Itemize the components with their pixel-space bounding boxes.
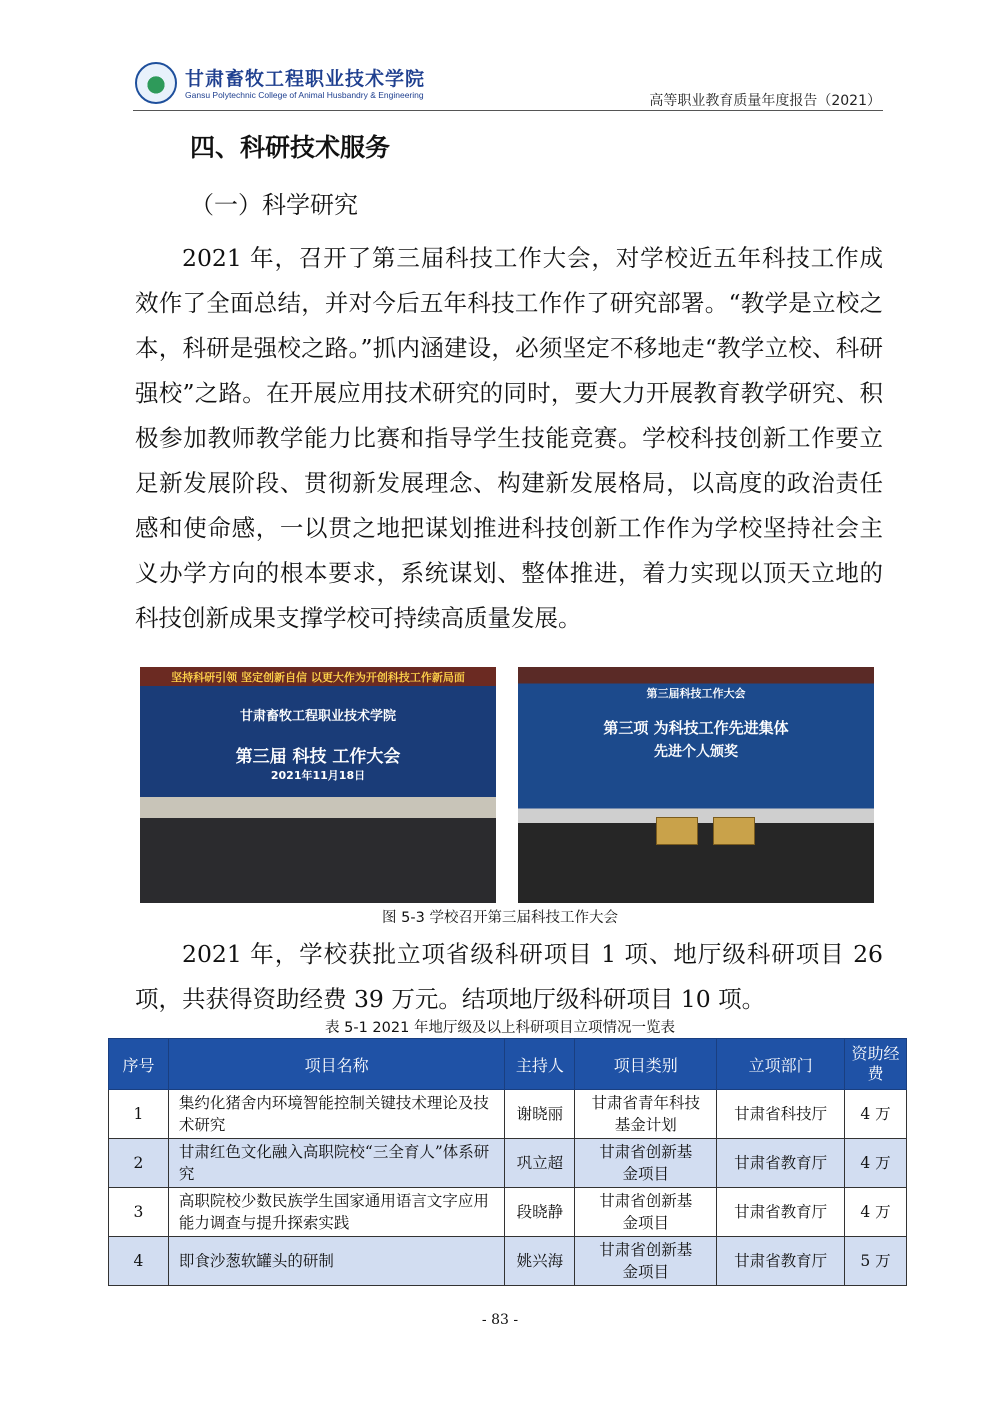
photo2-screen-header: 第三届科技工作大会	[646, 687, 746, 700]
cell-funding: 5 万	[845, 1237, 907, 1286]
paragraph-1: 2021 年，召开了第三届科技工作大会，对学校近五年科技工作成效作了全面总结，并对今后五年科技工作作了研究部署。“教学是立校之本，科研是强校之路。”抓内涵建设，必须坚定不移地走“教学立校、科研强校”之路。在开展应用技术研究的同时，要大力开展教育教学研究、积极参加教师教学能力比赛和指导学生技能竞赛。学校科技创新工作要立足新发展阶段、贯彻新发展理念、构建新发展格局，以高度的政治责任感和使命感，一以贯之地把谋划推进科技创新工作作为学校坚持社会主义办学方向的根本要求，系统谋划、整体推进，着力实现以顶天立地的科技创新成果支撑学校可持续高质量发展。	[135, 244, 883, 632]
cell-project-name: 集约化猪舍内环境智能控制关键技术理论及技术研究	[168, 1090, 505, 1139]
cell-leader: 姚兴海	[505, 1237, 575, 1286]
conference-photo-1	[140, 667, 496, 903]
award-plaque	[713, 817, 755, 845]
page-number: - 83 -	[481, 1312, 519, 1328]
conference-photo-2	[518, 667, 874, 903]
col-header-project-name: 项目名称	[168, 1039, 505, 1090]
cell-funding: 4 万	[845, 1090, 907, 1139]
report-title: 高等职业教育质量年度报告（2021）	[649, 93, 881, 109]
table-row	[109, 1139, 907, 1188]
cell-department: 甘肃省教育厅	[717, 1188, 845, 1237]
cell-department: 甘肃省教育厅	[717, 1139, 845, 1188]
photo1-screen-date: 2021年11月18日	[270, 769, 366, 782]
table-row	[109, 1090, 907, 1139]
cell-category: 甘肃省创新基金项目	[575, 1237, 717, 1286]
photo1-banner: 坚持科研引领 坚定创新自信 以更大作为开创科技工作新局面	[171, 671, 465, 684]
col-header-index: 序号	[109, 1039, 169, 1090]
table-header-row	[109, 1039, 907, 1090]
cell-project-name: 高职院校少数民族学生国家通用语言文字应用能力调查与提升探索实践	[168, 1188, 505, 1237]
cell-category: 甘肃省创新基金项目	[575, 1139, 717, 1188]
cell-category: 甘肃省创新基金项目	[575, 1188, 717, 1237]
college-name-en: Gansu Polytechnic College of Animal Husbandry & Engineering	[185, 90, 424, 100]
college-name-cn: 甘肃畜牧工程职业技术学院	[185, 68, 426, 90]
cell-index: 4	[109, 1237, 169, 1286]
section-title: 四、科研技术服务	[190, 133, 391, 162]
page-header	[133, 60, 883, 110]
cell-index: 3	[109, 1188, 169, 1237]
subsection-title: （一）科学研究	[190, 191, 358, 219]
paragraph-2: 2021 年，学校获批立项省级科研项目 1 项、地厅级科研项目 26 项，共获得资助经费 39 万元。结项地厅级科研项目 10 项。	[135, 940, 883, 1013]
cell-index: 2	[109, 1139, 169, 1188]
col-header-leader: 主持人	[505, 1039, 575, 1090]
cell-leader: 段晓静	[505, 1188, 575, 1237]
cell-project-name: 即食沙葱软罐头的研制	[168, 1237, 505, 1286]
table-row	[109, 1188, 907, 1237]
cell-department: 甘肃省教育厅	[717, 1237, 845, 1286]
cell-department: 甘肃省科技厅	[717, 1090, 845, 1139]
photo2-screen-line1: 第三项 为科技工作先进集体	[603, 719, 789, 737]
photo1-screen-school: 甘肃畜牧工程职业技术学院	[239, 709, 396, 724]
col-header-funding: 资助经费	[845, 1039, 907, 1090]
photo2-screen-line2: 先进个人颁奖	[654, 744, 738, 760]
cell-funding: 4 万	[845, 1139, 907, 1188]
cell-funding: 4 万	[845, 1188, 907, 1237]
cell-project-name: 甘肃红色文化融入高职院校“三全育人”体系研究	[168, 1139, 505, 1188]
cell-index: 1	[109, 1090, 169, 1139]
college-logo-icon	[135, 62, 177, 104]
table-caption: 表 5-1 2021 年地厅级及以上科研项目立项情况一览表	[325, 1020, 675, 1036]
award-plaque	[656, 817, 698, 845]
col-header-department: 立项部门	[717, 1039, 845, 1090]
col-header-category: 项目类别	[575, 1039, 717, 1090]
photo1-screen-title: 第三届 科技 工作大会	[235, 747, 401, 767]
figure-caption: 图 5-3 学校召开第三届科技工作大会	[382, 910, 618, 926]
cell-leader: 巩立超	[505, 1139, 575, 1188]
cell-leader: 谢晓丽	[505, 1090, 575, 1139]
table-row	[109, 1237, 907, 1286]
header-divider	[133, 110, 883, 111]
research-projects-table	[108, 1038, 907, 1286]
cell-category: 甘肃省青年科技基金计划	[575, 1090, 717, 1139]
